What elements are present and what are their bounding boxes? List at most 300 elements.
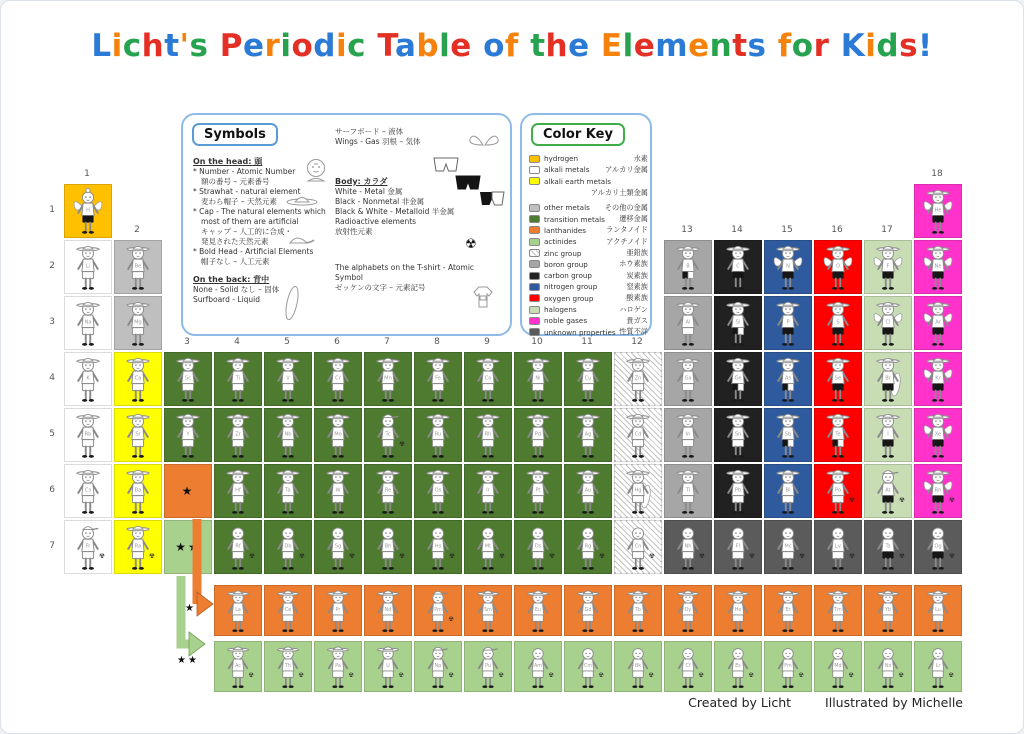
color-swatch — [529, 177, 540, 185]
period-label: 1 — [49, 205, 55, 215]
svg-text:Bi: Bi — [785, 487, 791, 494]
element-cell — [464, 520, 512, 574]
lanthanide-cell — [314, 585, 362, 636]
svg-text:Pb: Pb — [734, 487, 742, 494]
svg-text:Li: Li — [85, 263, 91, 270]
element-cell — [364, 520, 412, 574]
svg-text:Rh: Rh — [484, 431, 492, 438]
color-key-label-en: carbon group — [544, 271, 592, 281]
group-label: 15 — [781, 225, 793, 235]
svg-text:Ru: Ru — [434, 431, 442, 438]
group-label: 8 — [434, 337, 440, 347]
group-label: 10 — [531, 337, 543, 347]
svg-text:Mg: Mg — [134, 319, 142, 326]
element-cell — [214, 352, 262, 406]
color-key-label-en: halogens — [544, 305, 577, 314]
radioactive-icon: ☢ — [465, 237, 477, 252]
cap-icon — [285, 231, 315, 247]
element-cell — [714, 352, 762, 406]
color-key-entry — [529, 225, 648, 236]
legend-line: * Strawhat - natural element — [193, 187, 301, 196]
color-key-entry — [529, 293, 648, 304]
svg-text:Md: Md — [834, 663, 842, 669]
svg-text:☢: ☢ — [298, 672, 304, 679]
f-block-arrows — [131, 506, 226, 671]
svg-text:Hg: Hg — [634, 487, 642, 494]
legend-line: ゼッケンの文字 – 元素記号 — [335, 283, 426, 292]
color-key-label-en: hydrogen — [544, 154, 579, 164]
svg-text:Ag: Ag — [584, 431, 592, 438]
actinide-cell — [914, 641, 962, 692]
element-cell — [864, 296, 912, 350]
svg-text:Sn: Sn — [734, 431, 742, 438]
svg-text:Fe: Fe — [435, 375, 441, 382]
svg-text:☢: ☢ — [398, 672, 404, 679]
svg-text:Pr: Pr — [335, 607, 341, 613]
element-cell — [514, 464, 562, 518]
element-cell — [864, 352, 912, 406]
color-key-entry — [529, 270, 648, 281]
lanthanide-cell — [664, 585, 712, 636]
credits — [1, 695, 963, 710]
group-label: 13 — [681, 225, 693, 235]
legend-line: 額の番号 – 元素番号 — [201, 177, 270, 186]
element-cell — [664, 240, 712, 294]
color-key-label-ja: ハロゲン — [619, 304, 648, 314]
color-key-label-ja: アルカリ土類金属 — [590, 187, 648, 197]
svg-text:☢: ☢ — [698, 672, 704, 679]
svg-text:Np: Np — [434, 663, 442, 669]
legend-line: * Bold Head - Artificial Elements — [193, 247, 314, 256]
svg-text:K: K — [86, 375, 90, 382]
color-key-entry — [529, 164, 648, 175]
svg-text:Be: Be — [134, 263, 142, 270]
legend-line: Black & White - Metalloid 半金属 — [335, 207, 455, 216]
legend-line: Surfboard - Liquid — [193, 295, 260, 304]
element-cell — [814, 352, 862, 406]
svg-text:☢: ☢ — [248, 672, 254, 679]
svg-text:Kr: Kr — [935, 375, 941, 382]
element-cell — [764, 240, 812, 294]
svg-text:Te: Te — [835, 431, 841, 438]
color-key-entry — [529, 187, 648, 198]
svg-text:Ge: Ge — [734, 375, 742, 382]
svg-text:☢: ☢ — [849, 496, 855, 505]
color-key-label-en: alkali earth metals — [544, 176, 611, 186]
svg-text:S: S — [836, 319, 840, 326]
actinide-cell — [364, 641, 412, 692]
svg-text:Re: Re — [384, 487, 392, 494]
period-label: 4 — [49, 373, 55, 383]
legend-line: White - Metal 金属 — [335, 187, 403, 196]
svg-text:Sb: Sb — [784, 431, 792, 438]
color-swatch — [529, 238, 540, 246]
wings-icon — [467, 129, 501, 149]
color-key-entry — [529, 304, 648, 315]
svg-text:Ar: Ar — [935, 319, 941, 326]
legend-line: キャップ – 人工的に合成・ — [201, 227, 293, 236]
svg-text:☢: ☢ — [899, 496, 905, 505]
color-swatch — [529, 226, 540, 234]
svg-text:O: O — [835, 263, 841, 270]
element-cell — [664, 520, 712, 574]
svg-text:☢: ☢ — [349, 552, 355, 561]
color-key-entry — [529, 176, 648, 187]
svg-text:Lr: Lr — [935, 663, 941, 669]
svg-text:Tc: Tc — [385, 431, 391, 438]
color-key-label-en: nitrogen group — [544, 282, 598, 292]
color-key-rows — [529, 153, 648, 338]
legend-line: On the head: 頭 — [193, 157, 263, 166]
svg-text:Fr: Fr — [85, 543, 91, 550]
color-key-label-ja: 水素 — [633, 153, 648, 163]
svg-text:☢: ☢ — [498, 672, 504, 679]
svg-text:Cd: Cd — [634, 431, 642, 438]
element-cell — [764, 352, 812, 406]
legend-line: 帽子なし – 人工元素 — [201, 257, 270, 266]
legend-line: 麦わら帽子 – 天然元素 — [201, 197, 278, 206]
color-swatch — [529, 272, 540, 280]
color-key-title: Color Key — [531, 123, 625, 146]
element-cell — [714, 240, 762, 294]
element-cell — [614, 352, 662, 406]
color-key-entry — [529, 259, 648, 270]
element-cell — [364, 352, 412, 406]
strawhat-icon — [285, 191, 319, 207]
element-cell — [864, 520, 912, 574]
svg-text:W: W — [335, 487, 341, 494]
group-label: 2 — [134, 225, 140, 235]
element-cell — [814, 464, 862, 518]
svg-text:☢: ☢ — [299, 552, 305, 561]
element-cell — [464, 408, 512, 462]
legend-line: 放射性元素 — [335, 227, 373, 236]
svg-text:Fm: Fm — [784, 663, 792, 669]
color-key-entry — [529, 202, 648, 213]
element-cell — [814, 408, 862, 462]
element-cell — [414, 464, 462, 518]
element-cell — [614, 520, 662, 574]
element-cell — [464, 352, 512, 406]
element-cell — [914, 464, 962, 518]
svg-text:☢: ☢ — [799, 552, 805, 561]
element-cell — [564, 408, 612, 462]
color-key-label-en: other metals — [544, 203, 590, 213]
svg-text:Os: Os — [434, 487, 442, 494]
legend-line: most of them are artificial — [201, 217, 299, 226]
svg-text:Zr: Zr — [235, 431, 241, 438]
svg-text:Nb: Nb — [284, 431, 292, 438]
svg-text:Nd: Nd — [384, 607, 392, 613]
svg-text:Ne: Ne — [934, 263, 942, 270]
element-cell — [314, 352, 362, 406]
legend-line: The alphabets on the T-shirt - Atomic — [335, 263, 475, 272]
element-cell — [64, 464, 112, 518]
svg-text:Hs: Hs — [434, 543, 442, 550]
group-label: 4 — [234, 337, 240, 347]
svg-text:☢: ☢ — [399, 552, 405, 561]
element-cell — [564, 520, 612, 574]
actinide-cell — [514, 641, 562, 692]
element-cell — [514, 352, 562, 406]
svg-text:Hf: Hf — [235, 487, 241, 494]
element-cell — [664, 408, 712, 462]
svg-text:Sm: Sm — [484, 607, 492, 613]
svg-text:Er: Er — [785, 607, 791, 613]
svg-text:P: P — [786, 319, 790, 326]
color-key-label-en: actinides — [544, 237, 577, 247]
surfboard-icon — [283, 283, 301, 323]
color-swatch — [529, 215, 540, 223]
legend-line: Wings - Gas 羽根 – 気体 — [335, 137, 421, 146]
group-label: 12 — [631, 337, 643, 347]
color-key-label-ja: その他の金属 — [604, 202, 648, 212]
svg-text:Si: Si — [735, 319, 741, 326]
svg-text:Cf: Cf — [685, 663, 691, 669]
element-cell — [164, 352, 212, 406]
shorts-white-icon — [433, 157, 459, 173]
element-cell — [914, 408, 962, 462]
lanthanide-cell — [714, 585, 762, 636]
svg-text:As: As — [784, 375, 792, 382]
svg-text:☢: ☢ — [848, 672, 854, 679]
svg-text:Sc: Sc — [184, 375, 192, 382]
element-cell — [314, 464, 362, 518]
element-cell — [814, 240, 862, 294]
svg-text:Cl: Cl — [885, 319, 891, 326]
legend-line — [335, 147, 509, 177]
svg-text:Rn: Rn — [934, 487, 942, 494]
group-label: 16 — [831, 225, 843, 235]
svg-text:Sr: Sr — [135, 431, 141, 438]
legend-line: None - Solid なし – 固体 — [193, 285, 280, 294]
shorts-metalloid-icon — [479, 191, 505, 207]
svg-text:☢: ☢ — [549, 552, 555, 561]
svg-text:No: No — [884, 663, 892, 669]
svg-text:At: At — [885, 487, 891, 494]
color-key-label-en: transition metals — [544, 214, 605, 224]
svg-text:Yb: Yb — [885, 607, 891, 613]
svg-text:Na: Na — [84, 319, 92, 326]
svg-text:Po: Po — [834, 487, 842, 494]
svg-text:Ti: Ti — [235, 375, 241, 382]
illustrated-by: Illustrated by Michelle — [825, 695, 963, 710]
svg-text:☢: ☢ — [599, 552, 605, 561]
color-key-label-ja: 遷移金属 — [619, 214, 648, 224]
svg-text:F: F — [886, 263, 890, 270]
group-label: 5 — [284, 337, 290, 347]
actinide-cell — [814, 641, 862, 692]
svg-text:Dy: Dy — [684, 607, 692, 613]
svg-text:Ts: Ts — [885, 543, 891, 550]
color-key-label-en: noble gases — [544, 316, 588, 326]
color-key-label-en: boron group — [544, 259, 588, 269]
svg-text:V: V — [286, 375, 290, 382]
svg-text:☢: ☢ — [448, 672, 454, 679]
element-cell — [314, 408, 362, 462]
color-key-label-ja: 貴ガス — [626, 315, 648, 325]
svg-text:Ga: Ga — [684, 375, 692, 382]
svg-text:Se: Se — [834, 375, 842, 382]
shorts-black-icon — [455, 175, 481, 191]
actinide-cell — [664, 641, 712, 692]
svg-text:C: C — [736, 263, 740, 270]
svg-text:Mt: Mt — [484, 543, 492, 550]
color-key-label-en: alkali metals — [544, 165, 590, 175]
element-cell — [364, 408, 412, 462]
element-cell — [714, 464, 762, 518]
svg-text:☢: ☢ — [99, 552, 105, 561]
element-cell — [864, 408, 912, 462]
element-cell — [664, 296, 712, 350]
tshirt-icon — [469, 285, 497, 309]
svg-text:☢: ☢ — [899, 552, 905, 561]
svg-text:Lu: Lu — [935, 607, 941, 613]
element-cell — [564, 464, 612, 518]
svg-text:Cn: Cn — [634, 543, 642, 550]
group-label: 9 — [484, 337, 490, 347]
actinide-cell — [864, 641, 912, 692]
svg-text:Cu: Cu — [584, 375, 592, 382]
element-cell — [264, 408, 312, 462]
group-label: 7 — [384, 337, 390, 347]
element-cell — [64, 520, 112, 574]
svg-text:B: B — [686, 263, 690, 270]
element-cell — [114, 296, 162, 350]
legend-line: Symbol — [335, 273, 363, 282]
color-key-entry — [529, 213, 648, 224]
element-cell — [914, 240, 962, 294]
actinide-cell — [414, 641, 462, 692]
svg-text:N: N — [786, 263, 790, 270]
actinide-cell — [764, 641, 812, 692]
f-block-placeholder-cell: ★ — [164, 464, 212, 518]
svg-text:Cs: Cs — [84, 487, 92, 494]
period-label: 2 — [49, 261, 55, 271]
svg-text:☢: ☢ — [949, 552, 955, 561]
color-swatch — [529, 249, 540, 257]
svg-text:Am: Am — [534, 663, 542, 669]
svg-text:☢: ☢ — [149, 552, 155, 561]
svg-text:Rg: Rg — [584, 543, 592, 550]
element-cell — [114, 352, 162, 406]
period-label: 7 — [49, 541, 55, 551]
symbols-legend-box — [181, 113, 512, 336]
element-cell — [64, 240, 112, 294]
element-cell — [264, 464, 312, 518]
svg-text:☢: ☢ — [448, 616, 454, 623]
period-label: 5 — [49, 429, 55, 439]
color-key-label-ja: アクチノイド — [606, 236, 648, 246]
element-cell — [914, 296, 962, 350]
svg-text:☢: ☢ — [749, 552, 755, 561]
element-cell — [764, 520, 812, 574]
svg-text:☢: ☢ — [649, 552, 655, 561]
element-cell — [514, 520, 562, 574]
svg-text:Db: Db — [284, 543, 292, 550]
group-label: 17 — [881, 225, 893, 235]
element-cell — [114, 408, 162, 462]
legend-line: Black - Nonmetal 非金属 — [335, 197, 425, 206]
svg-text:☢: ☢ — [449, 552, 455, 561]
f-block-placeholder-cell: ★★ — [164, 520, 212, 574]
color-key-label-ja: 性質不詳 — [619, 327, 648, 337]
element-cell — [914, 184, 962, 238]
svg-text:Pd: Pd — [534, 431, 542, 438]
color-swatch — [529, 317, 540, 325]
svg-text:Es: Es — [735, 663, 741, 669]
color-swatch — [529, 260, 540, 268]
element-cell — [114, 240, 162, 294]
group-label: 3 — [184, 337, 190, 347]
group-label: 18 — [931, 169, 943, 179]
svg-text:Rb: Rb — [84, 431, 92, 438]
color-key-entry — [529, 236, 648, 247]
svg-text:Pu: Pu — [485, 663, 491, 669]
color-key-label-ja: 窒素族 — [626, 281, 648, 291]
group-label: 6 — [334, 337, 340, 347]
svg-text:Xe: Xe — [934, 431, 942, 438]
element-cell — [64, 184, 112, 238]
color-key-label-en: zinc group — [544, 248, 582, 258]
element-cell — [714, 296, 762, 350]
svg-text:I: I — [887, 431, 889, 438]
svg-text:H: H — [86, 207, 90, 214]
svg-text:Mc: Mc — [784, 543, 792, 550]
lanthanide-row-star: ★ — [185, 603, 196, 614]
color-key-label-ja: 酸素族 — [626, 293, 648, 303]
color-key-entry — [529, 247, 648, 258]
actinide-cell — [714, 641, 762, 692]
svg-text:☢: ☢ — [648, 672, 654, 679]
svg-text:☢: ☢ — [399, 440, 405, 449]
svg-text:Al: Al — [685, 319, 691, 326]
svg-text:Pt: Pt — [535, 487, 541, 494]
color-key-label-ja: ホウ素族 — [619, 259, 648, 269]
lanthanide-cell — [914, 585, 962, 636]
face-icon — [303, 157, 329, 185]
legend-line: サーフボード – 液体 — [335, 127, 404, 136]
color-key-label-en: lanthanides — [544, 225, 587, 235]
color-swatch — [529, 328, 540, 336]
lanthanide-cell — [564, 585, 612, 636]
svg-text:☢: ☢ — [798, 672, 804, 679]
svg-text:☢: ☢ — [849, 552, 855, 561]
legend-line: * Number - Atomic Number — [193, 167, 296, 176]
color-swatch — [529, 204, 540, 212]
element-cell — [764, 296, 812, 350]
svg-text:☢: ☢ — [548, 672, 554, 679]
actinide-cell — [264, 641, 312, 692]
svg-text:Tm: Tm — [834, 607, 842, 613]
element-cell — [214, 408, 262, 462]
svg-text:Mo: Mo — [334, 431, 342, 438]
svg-text:Tb: Tb — [635, 607, 641, 613]
element-cell — [664, 352, 712, 406]
actinide-cell — [564, 641, 612, 692]
svg-text:☢: ☢ — [948, 672, 954, 679]
svg-text:Bk: Bk — [634, 663, 642, 669]
svg-text:Y: Y — [186, 431, 190, 438]
svg-text:Mn: Mn — [384, 375, 392, 382]
svg-text:☢: ☢ — [898, 672, 904, 679]
svg-text:Ho: Ho — [734, 607, 742, 613]
svg-text:Ce: Ce — [284, 607, 292, 613]
svg-text:Ra: Ra — [134, 543, 142, 550]
svg-text:☢: ☢ — [348, 672, 354, 679]
element-cell — [464, 464, 512, 518]
svg-text:Ds: Ds — [534, 543, 542, 550]
